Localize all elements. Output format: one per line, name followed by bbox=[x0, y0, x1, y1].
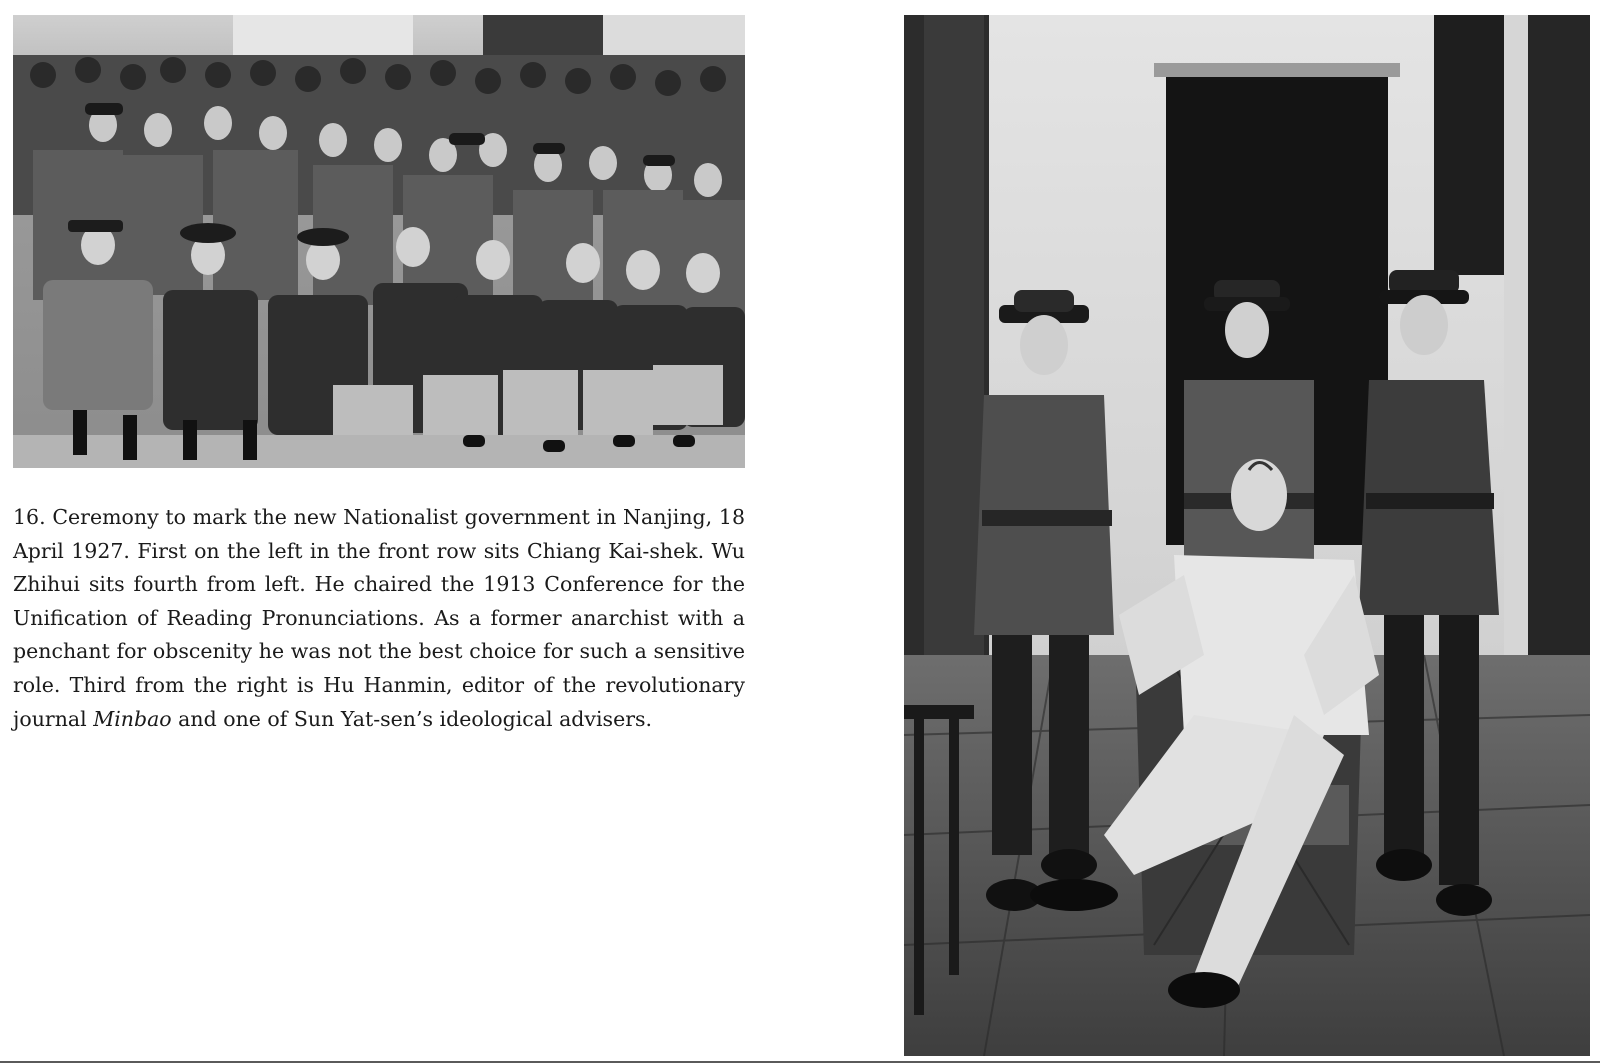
portrait-photo-drawing bbox=[904, 15, 1590, 1056]
caption-text-part2: and one of Sun Yat-sen’s ideological advisers. bbox=[171, 706, 653, 731]
portrait-with-guards-photo bbox=[904, 15, 1590, 1056]
photo-caption bbox=[13, 501, 745, 736]
ceremony-photo-drawing bbox=[13, 15, 745, 468]
ceremony-group-photo bbox=[13, 15, 745, 468]
caption-text-part1: 16. Ceremony to mark the new Nationalist government in Nanjing, 18 April 1927. First on the left in the front row sits Chiang Kai-shek. Wu Zhihui sits fourth from left. He chaired the 1913 Conference for the Unification of Reading Pronunciations. As a former anarchist with a penchant for obscenity he was not the best choice for such a sensitive role. Third from the right is Hu Hanmin, editor of the revolutionary journal bbox=[13, 505, 745, 731]
caption-journal-title: Minbao bbox=[93, 706, 172, 731]
